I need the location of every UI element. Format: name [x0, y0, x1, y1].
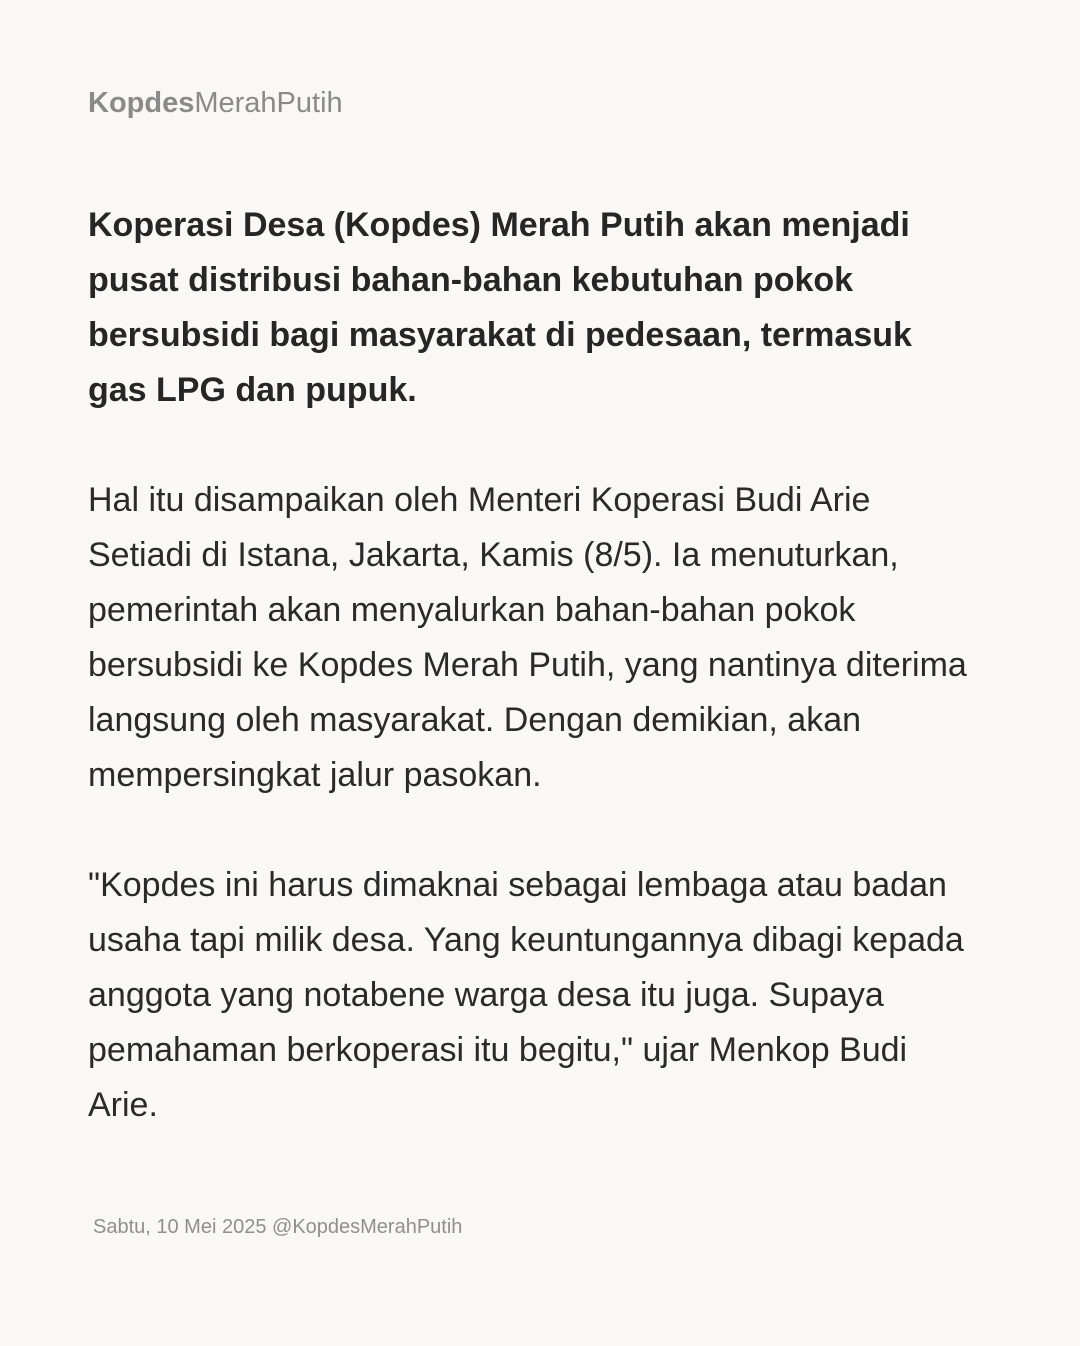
footer-date-handle: Sabtu, 10 Mei 2025 @KopdesMerahPutih [93, 1216, 463, 1238]
brand-name-regular: MerahPutih [194, 87, 343, 119]
brand-name-bold: Kopdes [88, 87, 195, 119]
article-paragraph-2-quote: "Kopdes ini harus dimaknai sebagai lembaga atau badan usaha tapi milik desa. Yang keuntungannya dibagi kepada anggota yang notabene warga desa itu juga. Supaya pemahaman berkoperasi itu begitu," ujar Menkop Budi Arie. [88, 866, 964, 1124]
article-paragraph-1: Hal itu disampaikan oleh Menteri Koperasi Budi Arie Setiadi di Istana, Jakarta, Kamis (8/5). Ia menuturkan, pemerintah akan menyalurkan bahan-bahan pokok bersubsidi ke Kopdes Merah Putih, yang nantinya diterima langsung oleh masyarakat. Dengan demikian, akan mempersingkat jalur pasokan. [88, 481, 967, 794]
brand-logo-text [88, 86, 343, 120]
article-lead: Koperasi Desa (Kopdes) Merah Putih akan menjadi pusat distribusi bahan-bahan kebutuhan pokok bersubsidi bagi masyarakat di pedesaan, termasuk gas LPG dan pupuk. [88, 206, 912, 409]
article-body [88, 198, 968, 1133]
